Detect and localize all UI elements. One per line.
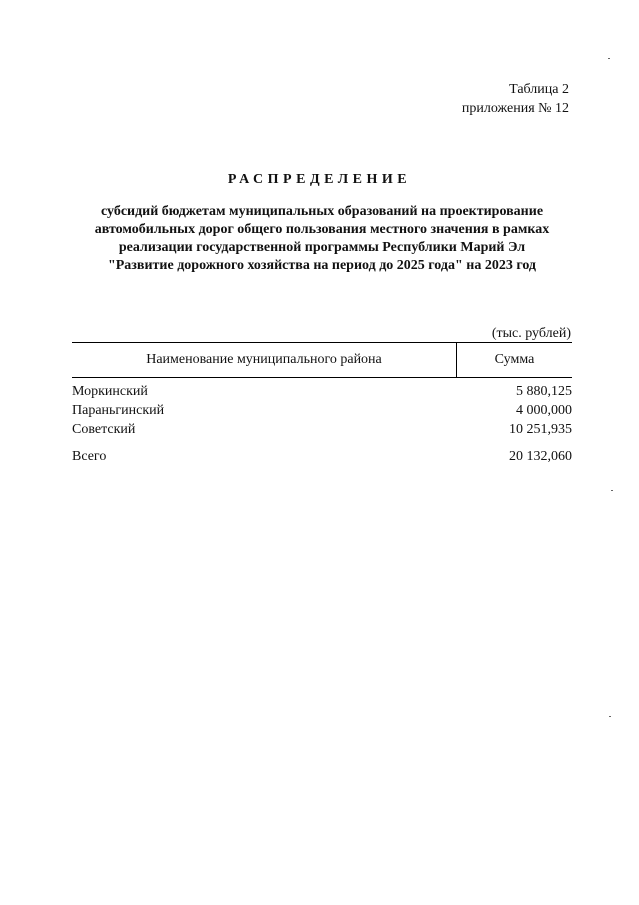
scan-speck: [609, 716, 611, 717]
subtitle-line: автомобильных дорог общего пользования местного значения в рамках: [94, 222, 550, 237]
column-header-sum: Сумма: [456, 343, 572, 377]
table-body: [72, 378, 572, 466]
subtitle-line: субсидий бюджетам муниципальных образований на проектирование: [100, 204, 544, 219]
table-row: [72, 420, 572, 439]
row-name: Параньгинский: [72, 403, 165, 418]
table-row: [72, 401, 572, 420]
units-label: (тыс. рублей): [491, 326, 571, 341]
row-name: Советский: [72, 422, 136, 437]
row-amount: 10 251,935: [509, 422, 572, 437]
table-header: [72, 342, 572, 378]
subtitle-line: реализации государственной программы Республики Марий Эл: [118, 240, 526, 255]
table-row: [72, 382, 572, 401]
scan-speck: [608, 58, 610, 59]
table-number: Таблица 2: [509, 82, 569, 97]
table-reference: [462, 80, 569, 118]
subtitle-line: "Развитие дорожного хозяйства на период до 2025 года" на 2023 год: [107, 258, 537, 273]
total-amount: 20 132,060: [509, 449, 572, 464]
column-header-name: Наименование муниципального района: [146, 352, 382, 367]
row-name: Моркинский: [72, 384, 148, 399]
row-amount: 4 000,000: [516, 403, 572, 418]
distribution-table: [72, 342, 572, 466]
total-row: [72, 447, 572, 466]
scan-speck: [611, 490, 613, 491]
document-subtitle: [72, 203, 572, 275]
total-label: Всего: [72, 449, 107, 464]
appendix-number: приложения № 12: [461, 101, 569, 116]
row-amount: 5 880,125: [516, 384, 572, 399]
document-title: РАСПРЕДЕЛЕНИЕ: [227, 172, 412, 187]
